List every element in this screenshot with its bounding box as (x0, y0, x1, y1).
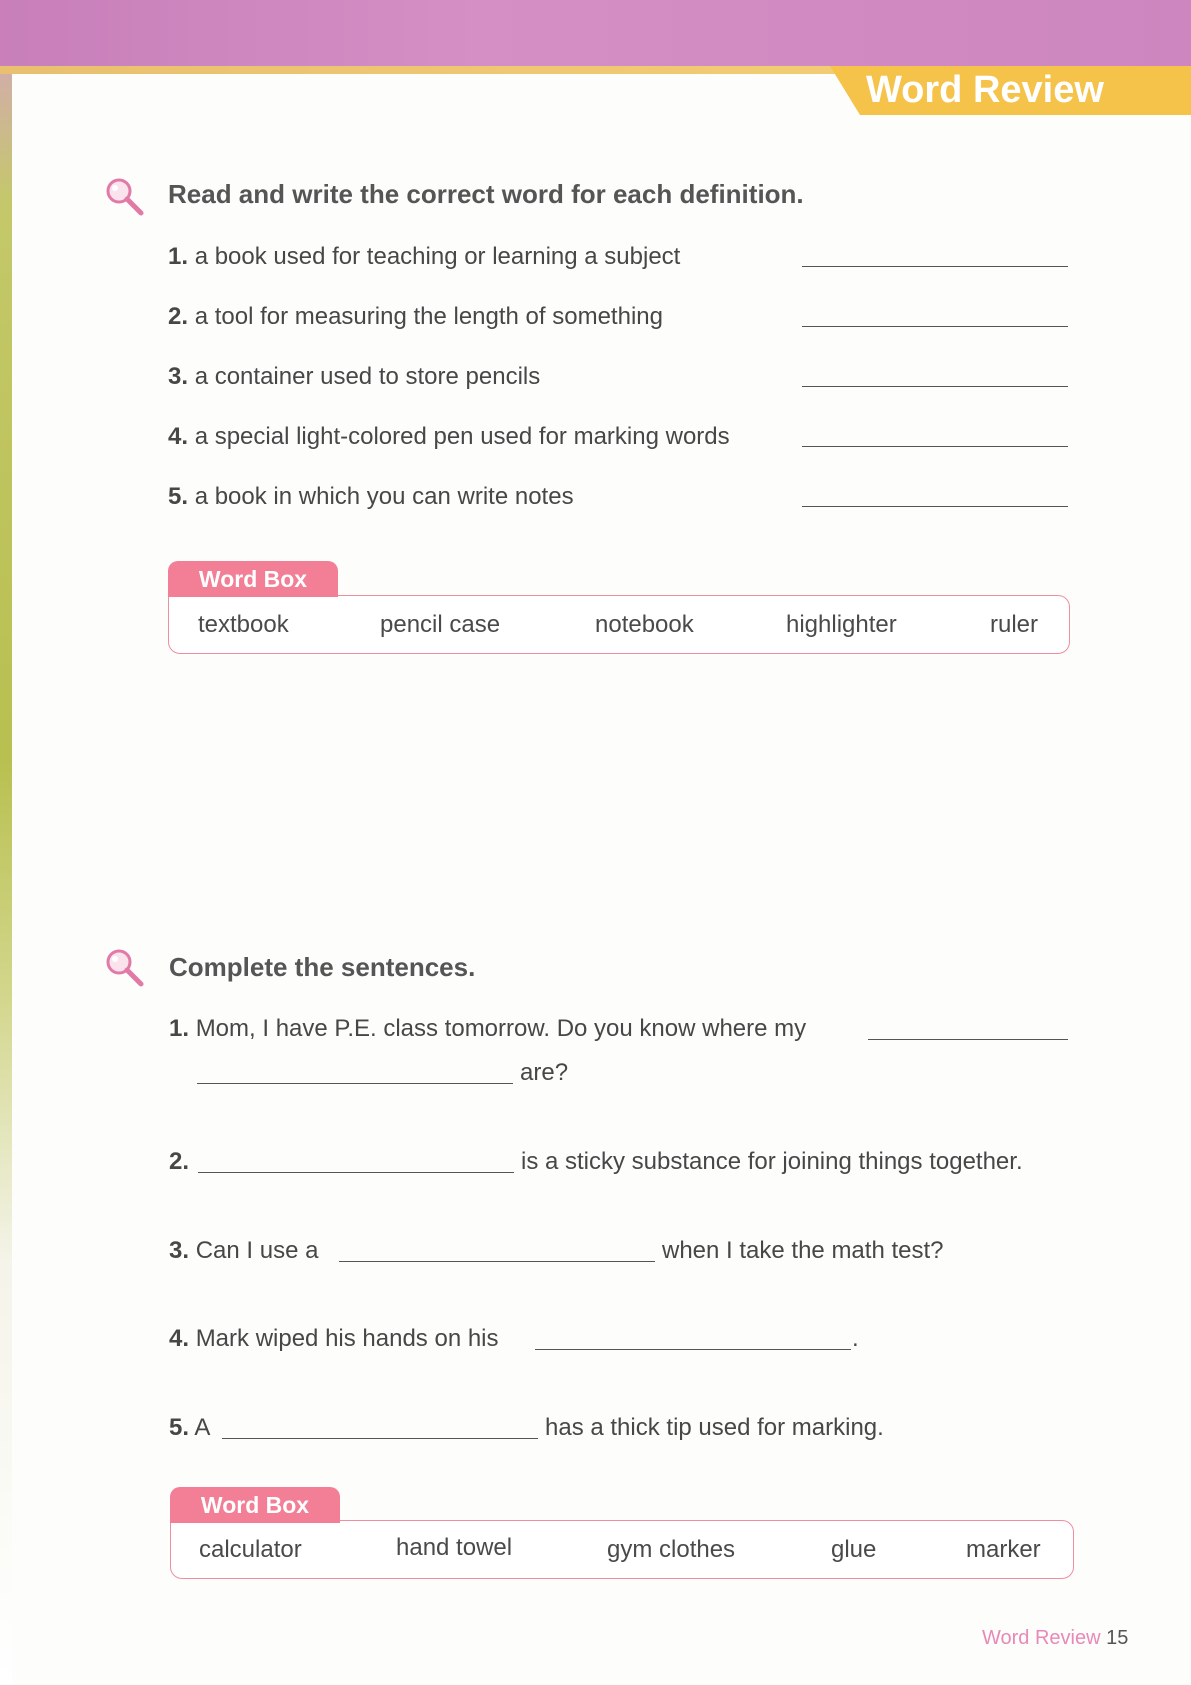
sentence-4-end: . (852, 1325, 859, 1352)
sentence-2-end: is a sticky substance for joining things together. (521, 1148, 1023, 1175)
sentence-item-4: 4. Mark wiped his hands on his (169, 1325, 499, 1352)
answer-blank-4[interactable] (802, 446, 1068, 447)
definition-item-1: 1. a book used for teaching or learning a subject (168, 243, 681, 270)
word-box-2-word: gym clothes (607, 1536, 736, 1563)
sentence-3-blank[interactable] (339, 1261, 655, 1262)
definition-item-2: 2. a tool for measuring the length of something (168, 303, 663, 330)
sentence-2-blank[interactable] (198, 1172, 514, 1173)
sentence-item-5: 5. A (169, 1414, 211, 1441)
word-box-1-word: notebook (595, 611, 694, 638)
header-band (0, 0, 1191, 70)
sentence-5-blank[interactable] (222, 1438, 538, 1439)
magnifier-icon (103, 946, 147, 990)
word-box-1-word: textbook (198, 611, 289, 638)
sentence-5-end: has a thick tip used for marking. (545, 1414, 884, 1441)
answer-blank-5[interactable] (802, 506, 1068, 507)
sentence-1-end: are? (520, 1059, 569, 1086)
sentence-4-blank[interactable] (535, 1349, 851, 1350)
footer-label: Word Review (982, 1627, 1101, 1649)
page-footer (982, 1627, 1128, 1650)
magnifier-icon (103, 175, 147, 219)
word-box-1-label: Word Box (168, 561, 338, 597)
word-box-2-word: glue (831, 1536, 877, 1563)
definition-item-4: 4. a special light-colored pen used for marking words (168, 423, 730, 450)
word-box-2-label: Word Box (170, 1487, 340, 1523)
page-number: 15 (1106, 1627, 1129, 1649)
sentence-1-blank-b[interactable] (197, 1083, 513, 1084)
word-box-1-word: highlighter (786, 611, 897, 638)
section1-instruction: Read and write the correct word for each definition. (168, 179, 804, 209)
sentence-3-end: when I take the math test? (662, 1237, 944, 1264)
sentence-1-blank-a[interactable] (868, 1039, 1068, 1040)
page-title: Word Review (866, 69, 1104, 111)
answer-blank-3[interactable] (802, 386, 1068, 387)
word-box-2-word: marker (966, 1536, 1041, 1563)
page-edge (0, 0, 12, 1685)
word-box-2-word: calculator (199, 1536, 302, 1563)
sentence-item-1: 1. Mom, I have P.E. class tomorrow. Do you know where my (169, 1015, 807, 1042)
definition-item-5: 5. a book in which you can write notes (168, 483, 574, 510)
answer-blank-1[interactable] (802, 266, 1068, 267)
section2-instruction: Complete the sentences. (169, 952, 476, 982)
definition-item-3: 3. a container used to store pencils (168, 363, 541, 390)
word-box-2-word: hand towel (396, 1534, 513, 1561)
answer-blank-2[interactable] (802, 326, 1068, 327)
sentence-item-3: 3. Can I use a (169, 1237, 319, 1264)
sentence-item-2-num: 2. (169, 1148, 190, 1175)
word-box-1-word: ruler (990, 611, 1039, 638)
word-box-1-word: pencil case (380, 611, 501, 638)
